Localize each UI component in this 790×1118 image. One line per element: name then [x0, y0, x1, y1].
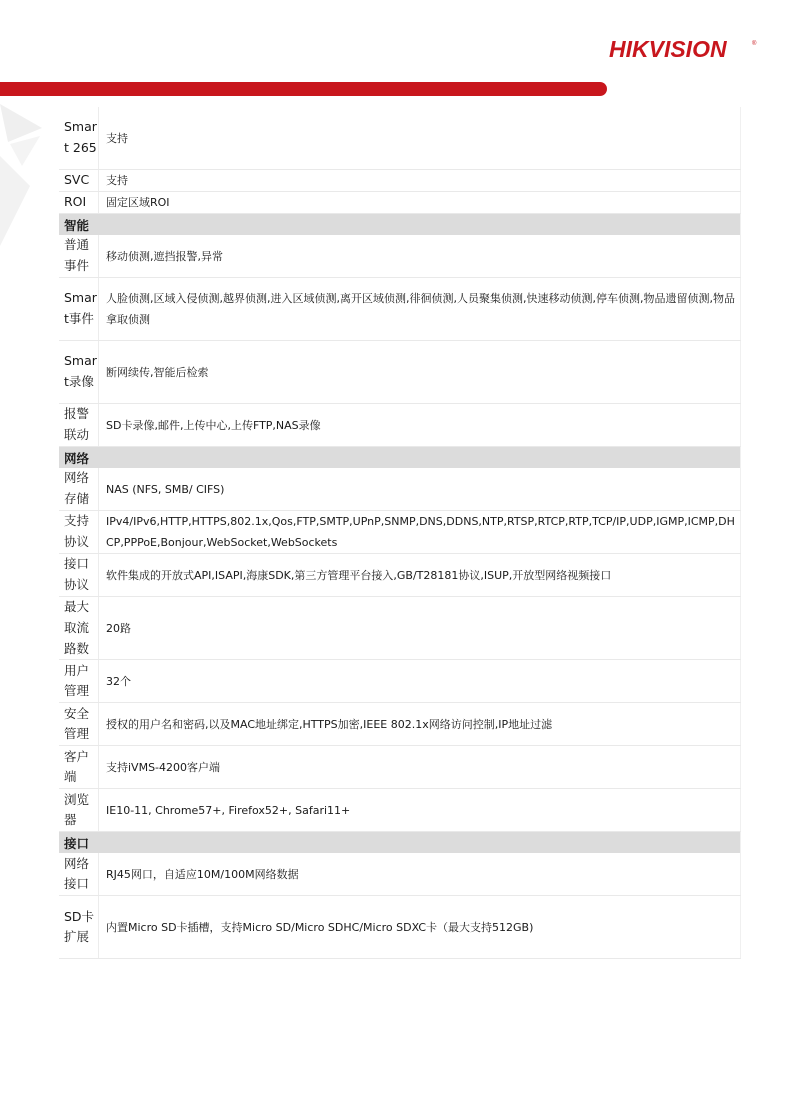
spec-row	[59, 746, 741, 789]
spec-value: 断网续传,智能后检索	[99, 341, 741, 404]
section-header	[59, 832, 741, 854]
spec-value: 内置Micro SD卡插槽，支持Micro SD/Micro SDHC/Micro SDXC卡（最大支持512GB)	[99, 896, 741, 959]
spec-value: 授权的用户名和密码,以及MAC地址绑定,HTTPS加密,IEEE 802.1x网络访问控制,IP地址过滤	[99, 703, 741, 746]
spec-value: 32个	[99, 660, 741, 703]
watermark-decoration	[0, 96, 60, 256]
spec-row	[59, 278, 741, 341]
spec-row	[59, 703, 741, 746]
spec-row	[59, 660, 741, 703]
spec-label: 报警联动	[59, 404, 99, 447]
section-title: 智能	[59, 214, 741, 236]
spec-row	[59, 468, 741, 511]
svg-text:®: ®	[752, 41, 757, 47]
spec-row	[59, 192, 741, 214]
spec-value: 移动侦测,遮挡报警,异常	[99, 235, 741, 278]
spec-value: NAS (NFS, SMB/ CIFS)	[99, 468, 741, 511]
spec-row	[59, 511, 741, 554]
section-header	[59, 214, 741, 236]
spec-label: 浏览器	[59, 789, 99, 832]
spec-label: 接口协议	[59, 554, 99, 597]
spec-row	[59, 107, 741, 170]
spec-value: RJ45网口，自适应10M/100M网络数据	[99, 853, 741, 896]
spec-value: 20路	[99, 597, 741, 660]
spec-label: 用户管理	[59, 660, 99, 703]
spec-label: 客户端	[59, 746, 99, 789]
section-title: 接口	[59, 832, 741, 854]
section-header	[59, 447, 741, 469]
spec-label: 安全管理	[59, 703, 99, 746]
spec-row	[59, 235, 741, 278]
spec-value: 支持iVMS-4200客户端	[99, 746, 741, 789]
spec-value: 支持	[99, 170, 741, 192]
spec-label: 网络接口	[59, 853, 99, 896]
spec-row	[59, 597, 741, 660]
spec-label: 最大取流路数	[59, 597, 99, 660]
spec-value: 固定区域ROI	[99, 192, 741, 214]
spec-row	[59, 404, 741, 447]
spec-table	[59, 107, 741, 959]
header-red-bar	[0, 82, 607, 96]
spec-value: IPv4/IPv6,HTTP,HTTPS,802.1x,Qos,FTP,SMTP,UPnP,SNMP,DNS,DDNS,NTP,RTSP,RTCP,RTP,TCP/IP,UDP,IGMP,ICMP,DHCP,PPPoE,Bonjour,WebSocket,WebSockets	[99, 511, 741, 554]
spec-row	[59, 789, 741, 832]
spec-value: IE10-11, Chrome57+, Firefox52+, Safari11+	[99, 789, 741, 832]
spec-label: Smart 265	[59, 107, 99, 170]
spec-value: 人脸侦测,区域入侵侦测,越界侦测,进入区域侦测,离开区域侦测,徘徊侦测,人员聚集侦测,快速移动侦测,停车侦测,物品遗留侦测,物品拿取侦测	[99, 278, 741, 341]
spec-label: ROI	[59, 192, 99, 214]
logo-text: HIKVISION	[609, 36, 727, 62]
spec-row	[59, 853, 741, 896]
spec-label: SD卡扩展	[59, 896, 99, 959]
spec-value: SD卡录像,邮件,上传中心,上传FTP,NAS录像	[99, 404, 741, 447]
spec-value: 支持	[99, 107, 741, 170]
section-title: 网络	[59, 447, 741, 469]
spec-row	[59, 170, 741, 192]
spec-row	[59, 896, 741, 959]
spec-label: 支持协议	[59, 511, 99, 554]
spec-row	[59, 341, 741, 404]
spec-value: 软件集成的开放式API,ISAPI,海康SDK,第三方管理平台接入,GB/T28181协议,ISUP,开放型网络视频接口	[99, 554, 741, 597]
spec-label: 普通事件	[59, 235, 99, 278]
spec-row	[59, 554, 741, 597]
hikvision-logo	[609, 36, 759, 62]
spec-label: Smart录像	[59, 341, 99, 404]
spec-label: SVC	[59, 170, 99, 192]
spec-label: 网络存储	[59, 468, 99, 511]
spec-label: Smart事件	[59, 278, 99, 341]
